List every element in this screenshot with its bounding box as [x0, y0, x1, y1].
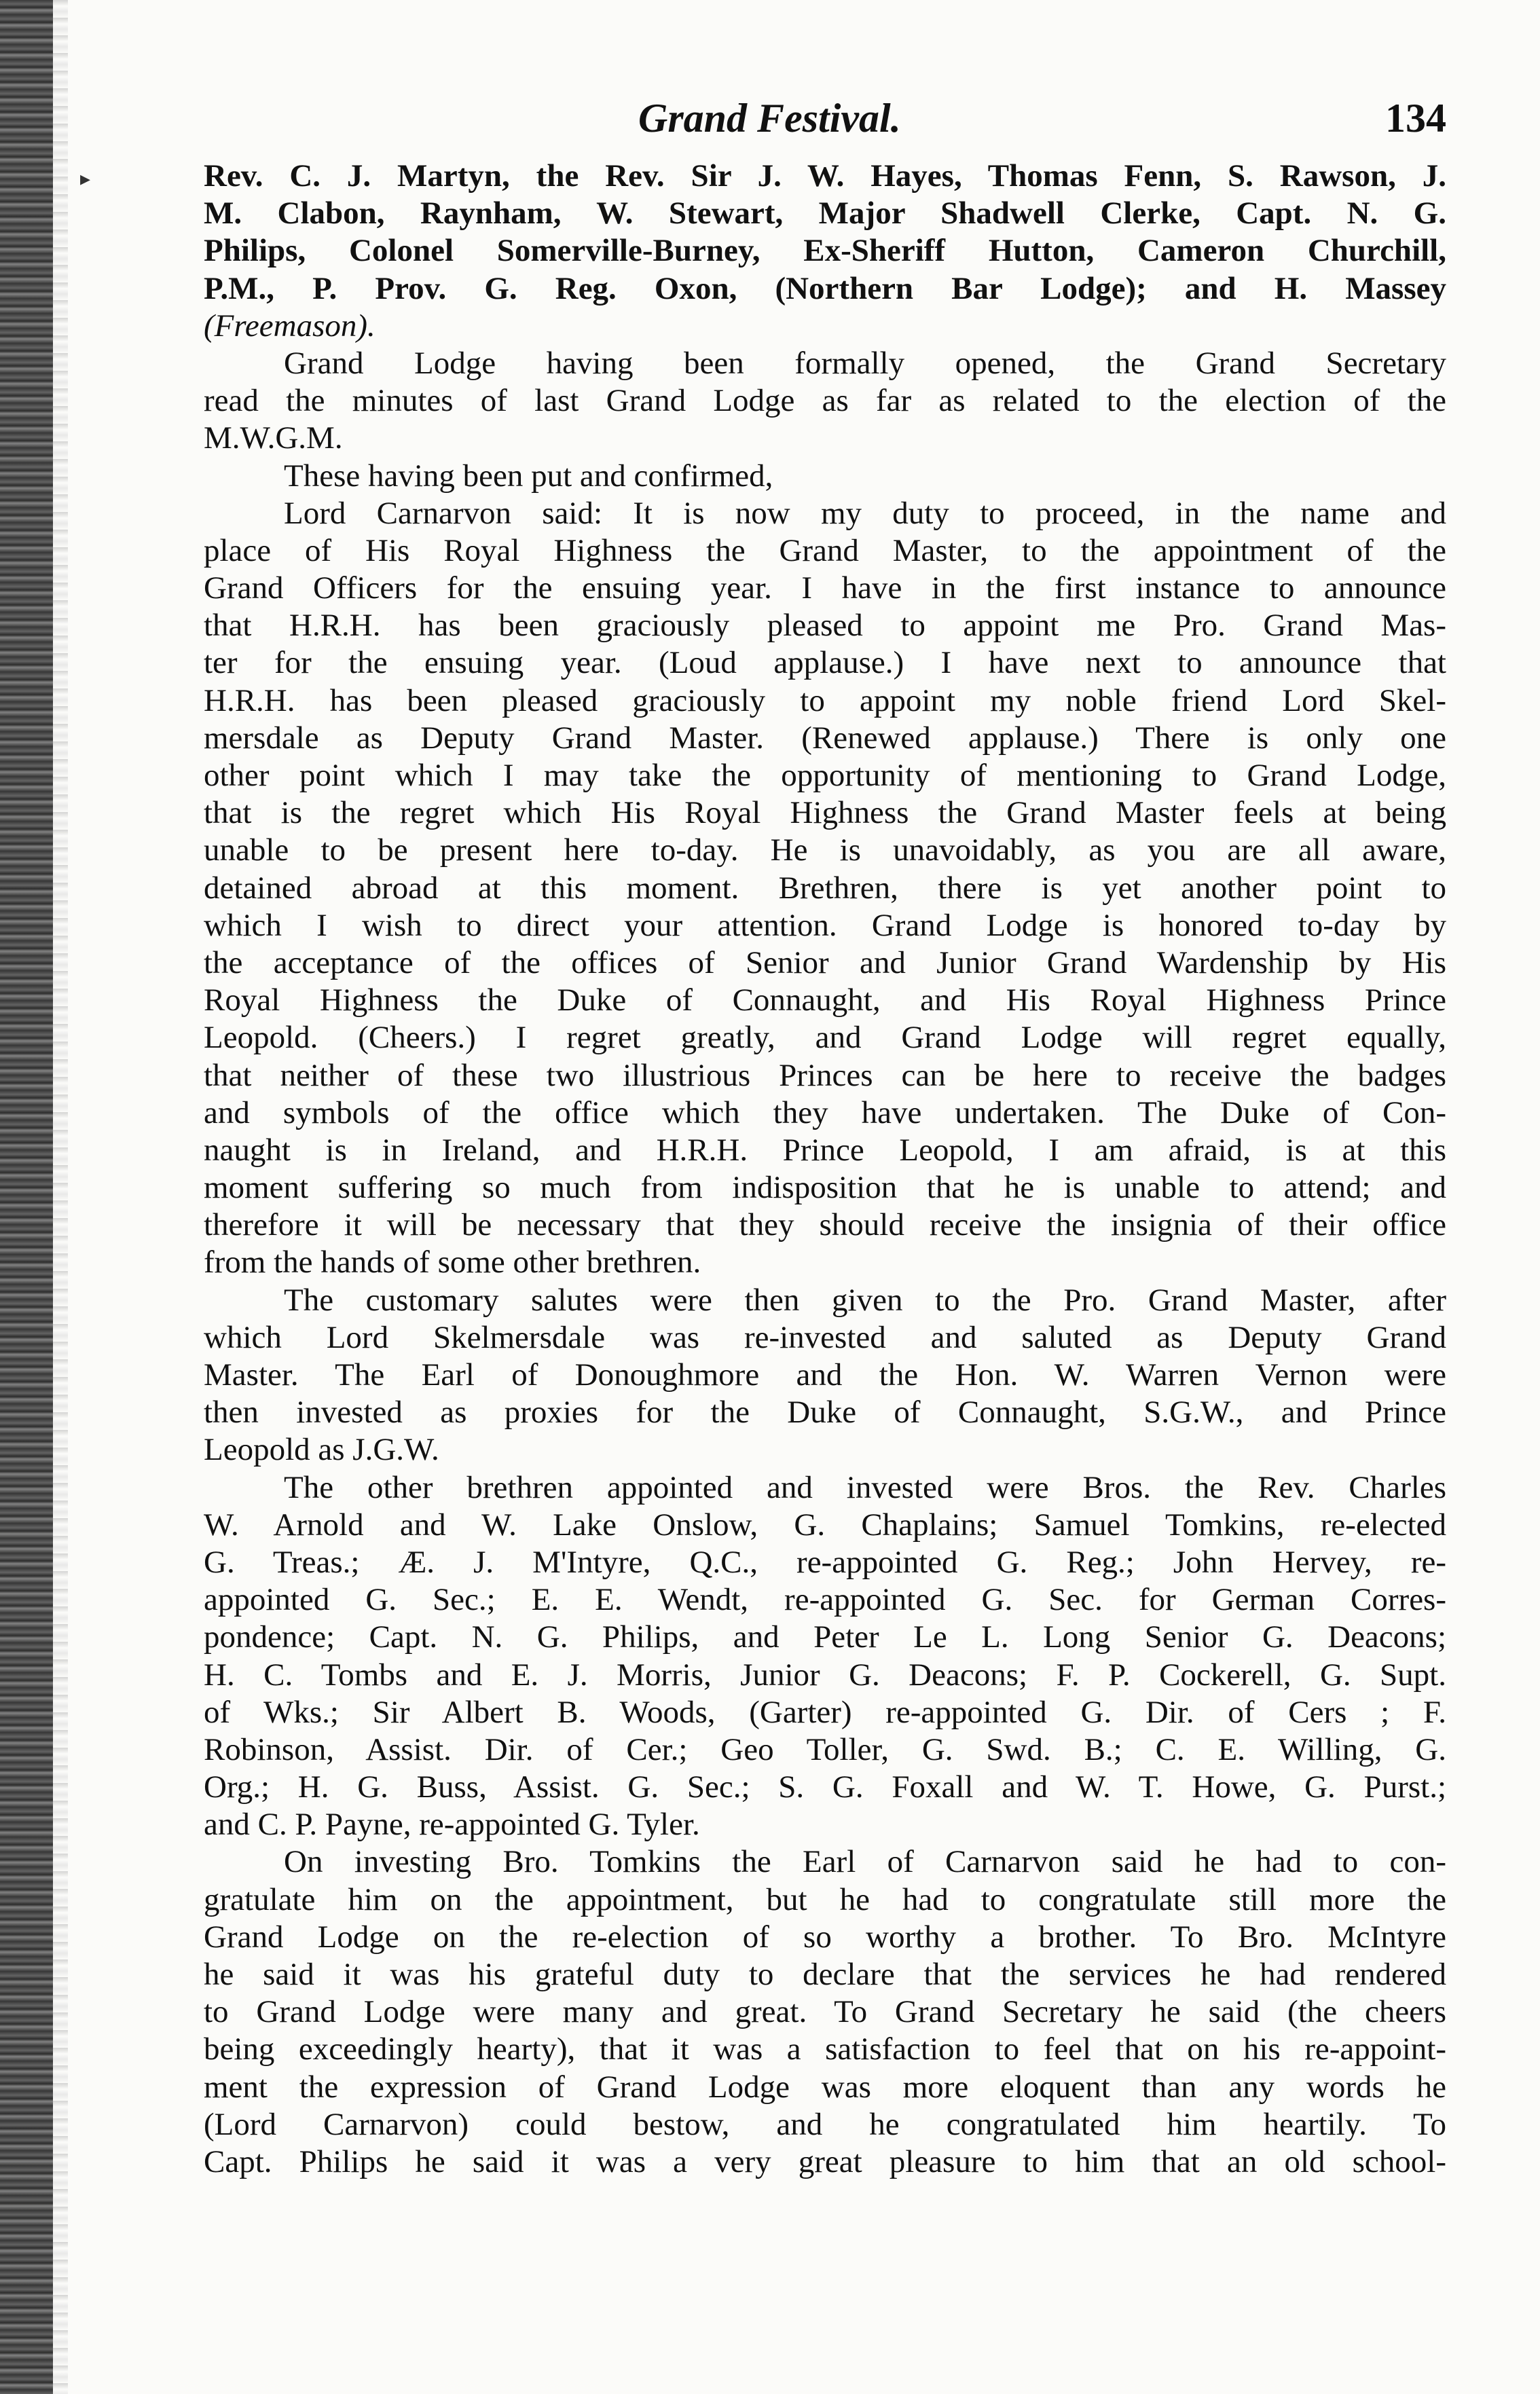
text-line: the acceptance of the offices of Senior and Junior Grand Wardenship by His	[204, 944, 1446, 980]
text-line: that neither of these two illustrious Princes can be here to receive the badges	[204, 1057, 1446, 1093]
text-line: to Grand Lodge were many and great. To Grand Secretary he said (the cheers	[204, 1994, 1446, 2030]
text-line: Philips, Colonel Somerville-Burney, Ex-Sheriff Hutton, Cameron Churchill,	[204, 233, 1446, 269]
text-line: W. Arnold and W. Lake Onslow, G. Chaplains; Samuel Tomkins, re-elected	[204, 1507, 1446, 1543]
text-line: which I wish to direct your attention. Grand Lodge is honored to-day by	[204, 907, 1446, 943]
text-line: therefore it will be necessary that they should receive the insignia of their office	[204, 1207, 1446, 1243]
text-line: gratulate him on the appointment, but he had to congratulate still more the	[204, 1881, 1446, 1917]
text-line: Rev. C. J. Martyn, the Rev. Sir J. W. Hayes, Thomas Fenn, S. Rawson, J.	[204, 158, 1446, 194]
text-line: Org.; H. G. Buss, Assist. G. Sec.; S. G. Foxall and W. T. Howe, G. Purst.;	[204, 1769, 1446, 1805]
text-line: M. Clabon, Raynham, W. Stewart, Major Shadwell Clerke, Capt. N. G.	[204, 196, 1446, 232]
text-line: that H.R.H. has been graciously pleased to appoint me Pro. Grand Mas-	[204, 608, 1446, 644]
text-line: Leopold. (Cheers.) I regret greatly, and Grand Lodge will regret equally,	[204, 1020, 1446, 1056]
text-line: Grand Lodge on the re-election of so worthy a brother. To Bro. McIntyre	[204, 1919, 1446, 1955]
text-line: then invested as proxies for the Duke of Connaught, S.G.W., and Prince	[204, 1395, 1446, 1431]
body-text	[204, 158, 1446, 2181]
text-line: Capt. Philips he said it was a very great pleasure to him that an old school-	[204, 2143, 1446, 2179]
text-line: he said it was his grateful duty to declare that the services he had rendered	[204, 1957, 1446, 1992]
text-line: H.R.H. has been pleased graciously to appoint my noble friend Lord Skel-	[204, 682, 1446, 718]
text-line: On investing Bro. Tomkins the Earl of Carnarvon said he had to con-	[284, 1844, 1446, 1880]
text-line: Robinson, Assist. Dir. of Cer.; Geo Toller, G. Swd. B.; C. E. Willing, G.	[204, 1731, 1446, 1767]
text-line: Master. The Earl of Donoughmore and the Hon. W. Warren Vernon were	[204, 1357, 1446, 1393]
page-number: 134	[1385, 96, 1446, 141]
text-line: naught is in Ireland, and H.R.H. Prince Leopold, I am afraid, is at this	[204, 1132, 1446, 1168]
text-line: ter for the ensuing year. (Loud applause.) I have next to announce that	[204, 645, 1446, 681]
text-line: pondence; Capt. N. G. Philips, and Peter Le L. Long Senior G. Deacons;	[204, 1619, 1446, 1655]
text-line: P.M., P. Prov. G. Reg. Oxon, (Northern Bar Lodge); and H. Massey	[204, 270, 1446, 306]
text-line: moment suffering so much from indisposition that he is unable to attend; and	[204, 1170, 1446, 1206]
text-line: (Lord Carnarvon) could bestow, and he congratulated him heartily. To	[204, 2106, 1446, 2142]
text-line: read the minutes of last Grand Lodge as far as related to the election of the	[204, 383, 1446, 419]
text-line: which Lord Skelmersdale was re-invested and saluted as Deputy Grand	[204, 1319, 1446, 1355]
text-line: other point which I may take the opportunity of mentioning to Grand Lodge,	[204, 758, 1446, 793]
text-line: These having been put and confirmed,	[284, 458, 773, 494]
text-line: ment the expression of Grand Lodge was more eloquent than any words he	[204, 2069, 1446, 2105]
text-line: G. Treas.; Æ. J. M'Intyre, Q.C., re-appointed G. Reg.; John Hervey, re-	[204, 1544, 1446, 1580]
text-line: from the hands of some other brethren.	[204, 1245, 701, 1281]
text-line: Royal Highness the Duke of Connaught, and His Royal Highness Prince	[204, 982, 1446, 1018]
page-header	[204, 81, 1446, 156]
text-line: Leopold as J.G.W.	[204, 1432, 439, 1468]
text-line: Lord Carnarvon said: It is now my duty to proceed, in the name and	[284, 495, 1446, 531]
text-line: Grand Lodge having been formally opened, the Grand Secretary	[284, 345, 1446, 381]
text-line: place of His Royal Highness the Grand Master, to the appointment of the	[204, 532, 1446, 568]
page-binding-shadow	[53, 0, 68, 2394]
text-line: H. C. Tombs and E. J. Morris, Junior G. Deacons; F. P. Cockerell, G. Supt.	[204, 1657, 1446, 1693]
text-line: and C. P. Payne, re-appointed G. Tyler.	[204, 1807, 700, 1843]
text-line: Grand Officers for the ensuing year. I have in the first instance to announce	[204, 570, 1446, 606]
text-line: unable to be present here to-day. He is unavoidably, as you are all aware,	[204, 832, 1446, 868]
text-line: that is the regret which His Royal Highness the Grand Master feels at being	[204, 795, 1446, 831]
margin-mark: ▸	[80, 168, 91, 190]
text-line: The customary salutes were then given to the Pro. Grand Master, after	[284, 1282, 1446, 1318]
text-line: The other brethren appointed and invested were Bros. the Rev. Charles	[284, 1469, 1446, 1505]
text-line: mersdale as Deputy Grand Master. (Renewed applause.) There is only one	[204, 720, 1446, 756]
text-line: and symbols of the office which they have undertaken. The Duke of Con-	[204, 1094, 1446, 1130]
running-title: Grand Festival.	[638, 96, 901, 141]
text-line: being exceedingly hearty), that it was a satisfaction to feel that on his re-appoint-	[204, 2031, 1446, 2067]
page-binding-edge	[0, 0, 53, 2394]
text-line: M.W.G.M.	[204, 420, 343, 456]
text-line: (Freemason).	[204, 308, 375, 344]
text-line: appointed G. Sec.; E. E. Wendt, re-appointed G. Sec. for German Corres-	[204, 1582, 1446, 1618]
text-line: of Wks.; Sir Albert B. Woods, (Garter) re-appointed G. Dir. of Cers ; F.	[204, 1694, 1446, 1730]
text-line: detained abroad at this moment. Brethren, there is yet another point to	[204, 870, 1446, 906]
